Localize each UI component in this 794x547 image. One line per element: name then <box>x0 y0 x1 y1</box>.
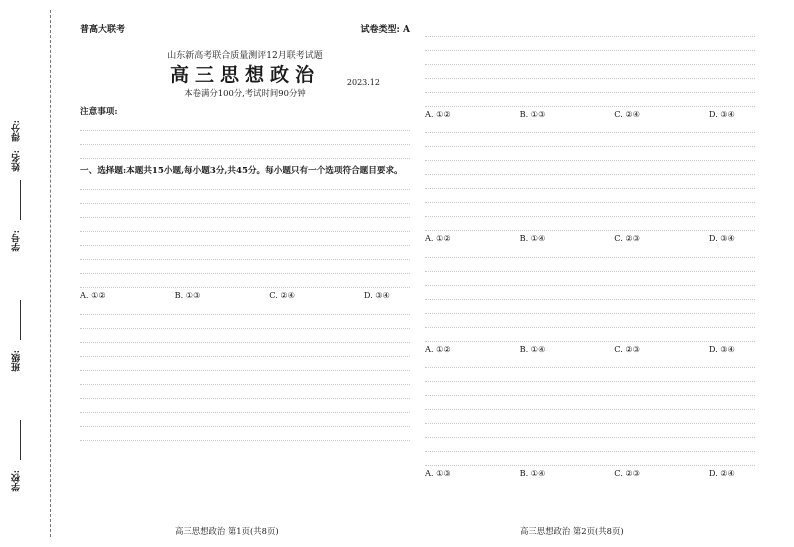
option-c[interactable]: C. ②③ <box>614 233 641 244</box>
question-item <box>425 94 755 107</box>
question-item <box>425 287 755 300</box>
option-b[interactable]: B. ①④ <box>519 343 546 354</box>
question-block <box>425 245 755 355</box>
page-footer-left: 高三思想政治 第1页(共8页) <box>175 526 279 536</box>
exam-name: 普高大联考 <box>80 25 126 35</box>
question-stem <box>425 259 755 272</box>
id-label: 学号: <box>12 230 22 252</box>
exam-title <box>80 63 410 87</box>
id-field[interactable] <box>20 180 21 220</box>
exam-header <box>80 24 410 36</box>
option-d[interactable]: D. ③④ <box>708 109 735 119</box>
option-c[interactable]: C. ②③ <box>614 343 641 354</box>
question-item <box>80 261 410 274</box>
answer-options <box>425 467 755 479</box>
question-stem <box>80 205 410 218</box>
question-item <box>425 439 755 452</box>
section-heading: 一、选择题:本题共15小题,每小题3分,共45分。每小题只有一个选项符合题目要求。 <box>80 166 403 177</box>
school-field[interactable] <box>20 420 21 460</box>
page-footer-right: 高三思想政治 第2页(共8页) <box>520 526 624 536</box>
option-b[interactable]: B. ①④ <box>519 468 546 479</box>
question-stem <box>80 414 410 427</box>
name-label: 姓名: <box>12 150 22 172</box>
option-d[interactable]: D. ③④ <box>708 233 735 244</box>
question-stem <box>80 302 410 315</box>
question-item <box>425 315 755 328</box>
question-item <box>80 358 410 371</box>
question-item <box>425 453 755 466</box>
question-stem <box>425 120 755 133</box>
option-b[interactable]: B. ①③ <box>174 290 201 301</box>
question-item <box>80 372 410 385</box>
answer-options <box>425 108 755 120</box>
question-stem <box>80 316 410 329</box>
question-item <box>425 218 755 231</box>
question-stem <box>425 162 755 175</box>
question-item <box>425 176 755 189</box>
exam-subtitle: 山东新高考联合质量测评12月联考试题 <box>167 51 323 62</box>
option-b[interactable]: B. ①④ <box>519 233 546 244</box>
question-stem <box>80 400 410 413</box>
question-item <box>425 80 755 93</box>
question-stem <box>80 177 410 190</box>
question-stem <box>80 219 410 232</box>
question-block <box>425 355 755 479</box>
question-item <box>80 386 410 399</box>
school-label: 学校: <box>12 470 22 492</box>
question-item <box>425 301 755 314</box>
question-stem <box>425 369 755 382</box>
option-a[interactable]: A. ①② <box>425 233 451 244</box>
class-field[interactable] <box>20 300 21 340</box>
question-block <box>80 400 410 441</box>
question-item <box>425 190 755 203</box>
question-block <box>425 120 755 244</box>
option-d[interactable]: D. ③④ <box>363 290 390 301</box>
question-stem <box>425 245 755 258</box>
answer-options <box>425 232 755 244</box>
question-stem <box>80 191 410 204</box>
question-stem <box>425 383 755 396</box>
question-item <box>425 52 755 65</box>
question-item <box>80 344 410 357</box>
exam-date: 2023.12 <box>346 77 380 87</box>
question-stem <box>425 134 755 147</box>
question-stem <box>80 428 410 441</box>
option-d[interactable]: D. ③④ <box>708 343 735 354</box>
question-stem <box>425 273 755 286</box>
exam-title-text: 高三思想政治 <box>169 63 320 86</box>
question-stem <box>425 148 755 161</box>
option-c[interactable]: C. ②④ <box>269 290 296 301</box>
question-item <box>425 329 755 342</box>
option-a[interactable]: A. ①② <box>80 290 106 301</box>
question-stem <box>425 355 755 368</box>
question-item <box>425 66 755 79</box>
answer-options <box>80 289 410 301</box>
question-stem <box>80 330 410 343</box>
option-c[interactable]: C. ②③ <box>614 468 641 479</box>
left-column <box>80 24 410 524</box>
paper-type: 试卷类型: A <box>360 25 410 35</box>
option-b[interactable]: B. ①③ <box>519 109 546 119</box>
class-label: 班级: <box>12 350 22 372</box>
note-line <box>80 132 410 145</box>
binding-strip <box>6 0 58 547</box>
question-stem <box>425 397 755 410</box>
option-d[interactable]: D. ②④ <box>708 468 735 479</box>
question-item <box>425 204 755 217</box>
option-c[interactable]: C. ②④ <box>614 109 641 119</box>
question-block <box>425 24 755 120</box>
binding-dashed-line <box>50 10 51 537</box>
option-a[interactable]: A. ①② <box>425 109 451 119</box>
question-stem <box>425 24 755 37</box>
option-a[interactable]: A. ①② <box>425 343 451 354</box>
score-label: 得分: <box>12 120 22 142</box>
question-item <box>80 247 410 260</box>
question-item <box>425 411 755 424</box>
question-item <box>425 425 755 438</box>
exam-meta: 本卷满分100分,考试时间90分钟 <box>184 88 306 99</box>
answer-options <box>425 343 755 355</box>
question-block <box>80 302 410 399</box>
question-stem <box>425 38 755 51</box>
question-item <box>80 233 410 246</box>
notes-heading: 注意事项: <box>80 106 118 117</box>
note-line <box>80 146 410 159</box>
note-line <box>80 118 410 131</box>
option-a[interactable]: A. ①③ <box>425 468 451 479</box>
question-block <box>80 177 410 301</box>
question-item <box>80 275 410 288</box>
right-column <box>425 24 755 524</box>
